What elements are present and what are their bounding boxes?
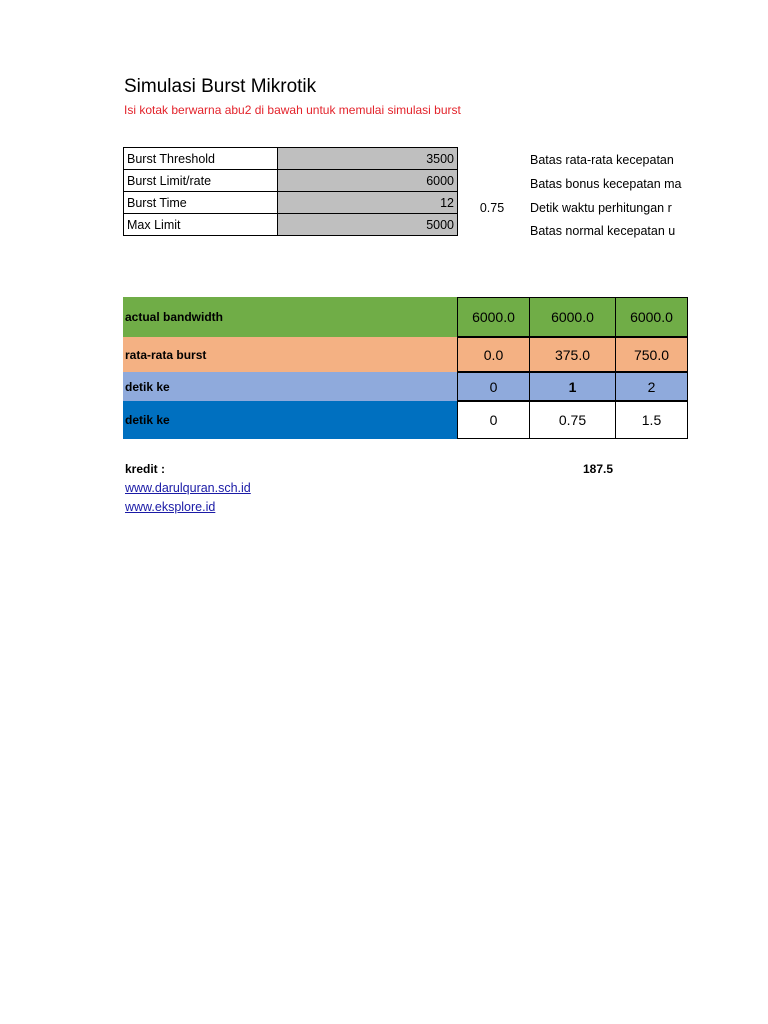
credit-label: kredit : <box>125 462 166 476</box>
sim-cell: 750.0 <box>615 337 688 372</box>
param-row <box>124 170 458 192</box>
instruction-text: Isi kotak berwarna abu2 di bawah untuk memulai simulasi burst <box>124 103 461 117</box>
sim-cell: 0 <box>457 372 530 401</box>
page-title: Simulasi Burst Mikrotik <box>124 76 317 97</box>
sim-cell: 0.75 <box>529 401 616 439</box>
param-label: Burst Time <box>124 192 278 214</box>
sim-row-rata-rata-burst <box>123 337 688 372</box>
param-description: Batas rata-rata kecepatan <box>530 153 674 167</box>
sim-row-label: detik ke <box>123 401 457 439</box>
param-description: Detik waktu perhitungan r <box>530 201 672 215</box>
param-description: Batas bonus kecepatan ma <box>530 177 682 191</box>
sim-cell: 375.0 <box>529 337 616 372</box>
param-input-burst-limit[interactable]: 6000 <box>278 170 458 192</box>
param-label: Max Limit <box>124 214 278 236</box>
sim-row-actual-bandwidth <box>123 297 688 337</box>
sim-cell: 1 <box>529 372 616 401</box>
sim-cell: 1.5 <box>615 401 688 439</box>
sim-row-label: rata-rata burst <box>123 337 457 372</box>
param-row <box>124 148 458 170</box>
param-row <box>124 192 458 214</box>
link-darulquran[interactable]: www.darulquran.sch.id <box>125 481 251 495</box>
param-input-burst-time[interactable]: 12 <box>278 192 458 214</box>
param-label: Burst Limit/rate <box>124 170 278 192</box>
param-row <box>124 214 458 236</box>
side-value: 0.75 <box>479 201 505 215</box>
sim-row-detik-ke <box>123 372 688 401</box>
sim-cell: 6000.0 <box>529 297 616 337</box>
sim-row-label: detik ke <box>123 372 457 401</box>
param-input-burst-threshold[interactable]: 3500 <box>278 148 458 170</box>
link-eksplore[interactable]: www.eksplore.id <box>125 500 216 514</box>
param-label: Burst Threshold <box>124 148 278 170</box>
sim-row-label: actual bandwidth <box>123 297 457 337</box>
credit-value: 187.5 <box>583 462 614 476</box>
sim-row-detik-ke-scaled <box>123 401 688 439</box>
parameter-table <box>123 147 458 236</box>
sim-cell: 0 <box>457 401 530 439</box>
sim-cell: 6000.0 <box>615 297 688 337</box>
param-input-max-limit[interactable]: 5000 <box>278 214 458 236</box>
sim-cell: 2 <box>615 372 688 401</box>
sim-cell: 6000.0 <box>457 297 530 337</box>
param-description: Batas normal kecepatan u <box>530 224 676 238</box>
sim-cell: 0.0 <box>457 337 530 372</box>
